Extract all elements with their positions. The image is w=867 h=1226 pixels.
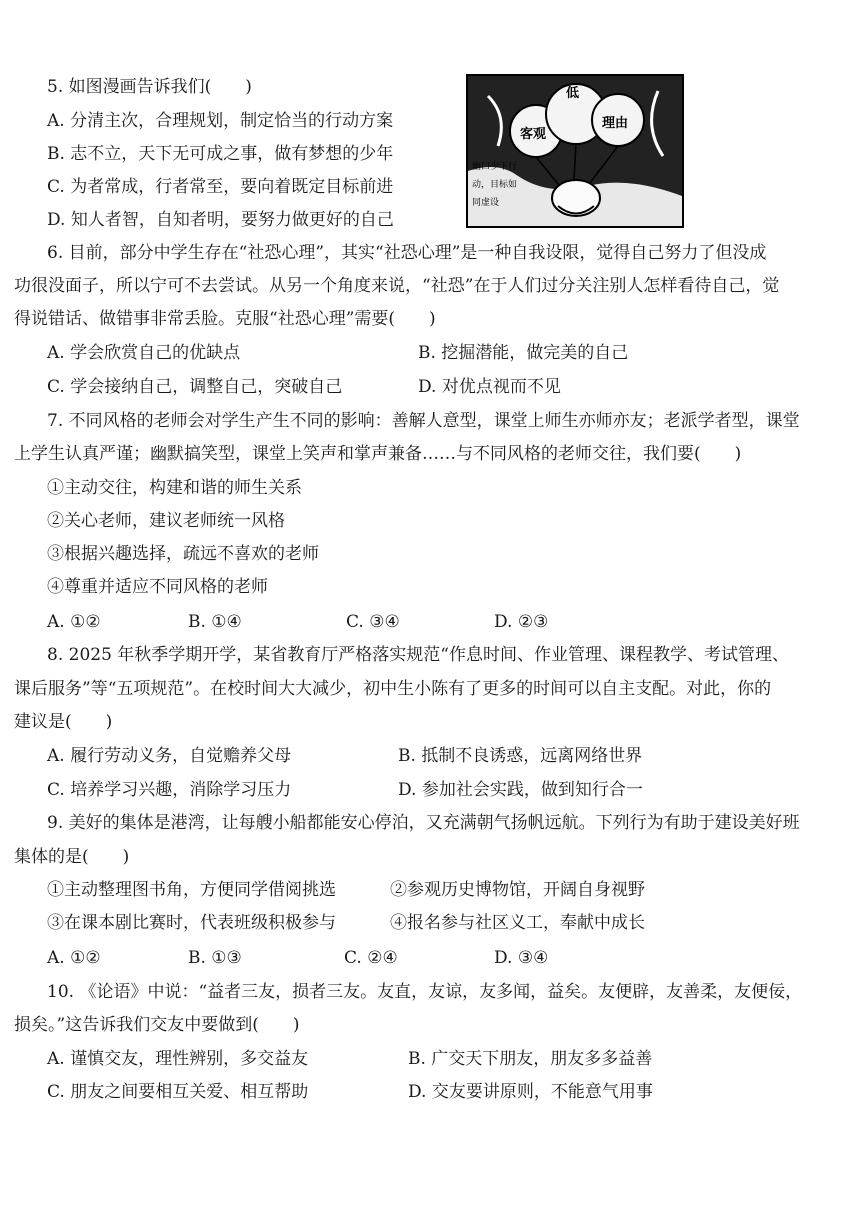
balloon-label-3: 理由	[602, 116, 629, 131]
q9-option-c: C. ②④	[344, 948, 398, 968]
q5-option-c: C. 为者常成，行者常至，要向着既定目标前进	[47, 177, 394, 197]
q8-stem-line-1: 8. 2025 年秋季学期开学，某省教育厅严格落实规范“作息时间、作业管理、课程教学、考试管理、	[47, 645, 789, 665]
q7-option-c: C. ③④	[346, 612, 400, 632]
balloon-label-1: 低	[566, 86, 580, 101]
balloon-label-2: 客观	[520, 127, 547, 142]
q9-statement-1: ①主动整理图书角，方便同学借阅挑选	[47, 880, 336, 900]
q9-option-d: D. ③④	[494, 948, 549, 968]
q9-option-a: A. ①②	[47, 948, 101, 968]
q8-stem-line-3: 建议是( )	[14, 712, 113, 732]
cartoon-illustration	[466, 74, 684, 228]
q7-statement-3: ③根据兴趣选择，疏远不喜欢的老师	[47, 544, 319, 564]
q8-option-c: C. 培养学习兴趣，消除学习压力	[47, 780, 292, 800]
q6-option-a: A. 学会欣赏自己的优缺点	[47, 343, 241, 363]
q7-option-b: B. ①④	[188, 612, 242, 632]
q9-option-b: B. ①③	[188, 948, 242, 968]
q5-option-b: B. 志不立，天下无可成之事，做有梦想的少年	[47, 144, 394, 164]
q7-stem-line-2: 上学生认真严谨；幽默搞笑型，课堂上笑声和掌声兼备……与不同风格的老师交往，我们要( )	[14, 444, 742, 464]
q10-option-b: B. 广交天下朋友，朋友多多益善	[408, 1049, 653, 1069]
q5-option-a: A. 分清主次，合理规划，制定恰当的行动方案	[47, 111, 394, 131]
q5-option-d: D. 知人者智，自知者明，要努力做更好的自己	[47, 210, 394, 230]
q10-option-a: A. 谨慎交友，理性辨别，多交益友	[47, 1049, 309, 1069]
q9-statement-2: ②参观历史博物馆，开阔自身视野	[390, 880, 645, 900]
q9-statement-4: ④报名参与社区义工，奉献中成长	[390, 913, 645, 933]
q7-option-a: A. ①②	[47, 612, 101, 632]
q7-stem-line-1: 7. 不同风格的老师会对学生产生不同的影响：善解人意型，课堂上师生亦师亦友；老派学者型，课堂	[47, 411, 800, 431]
cartoon-caption-1: 幽口少下行	[472, 162, 518, 172]
q9-stem-line-1: 9. 美好的集体是港湾，让每艘小船都能安心停泊，又充满朝气扬帆远航。下列行为有助于建设美好班	[47, 813, 800, 833]
q7-statement-2: ②关心老师，建议老师统一风格	[47, 511, 285, 531]
q8-option-d: D. 参加社会实践，做到知行合一	[398, 780, 643, 800]
q7-statement-4: ④尊重并适应不同风格的老师	[47, 577, 268, 597]
cartoon-caption-2: 动，目标如	[472, 180, 518, 190]
q10-stem-line-2: 损矣。”这告诉我们交友中要做到( )	[14, 1015, 300, 1035]
q5-stem: 5. 如图漫画告诉我们( )	[47, 77, 252, 97]
q9-stem-line-2: 集体的是( )	[14, 847, 130, 867]
q6-option-c: C. 学会接纳自己，调整自己，突破自己	[47, 377, 343, 397]
q10-option-c: C. 朋友之间要相互关爱、相互帮助	[47, 1082, 309, 1102]
q8-option-b: B. 抵制不良诱惑，远离网络世界	[398, 746, 643, 766]
q6-stem-line-3: 得说错话、做错事非常丢脸。克服“社恐心理”需要( )	[14, 309, 436, 329]
q6-option-d: D. 对优点视而不见	[418, 377, 561, 397]
q9-statement-3: ③在课本剧比赛时，代表班级积极参与	[47, 913, 336, 933]
q6-stem-line-2: 功很没面子，所以宁可不去尝试。从另一个角度来说，“社恐”在于人们过分关注别人怎样看待自己，觉	[14, 276, 780, 296]
cartoon-caption-3: 同虚设	[472, 198, 500, 208]
q8-stem-line-2: 课后服务”等“五项规范”。在校时间大大减少，初中生小陈有了更多的时间可以自主支配。对此，你的	[14, 679, 772, 699]
q7-statement-1: ①主动交往，构建和谐的师生关系	[47, 478, 302, 498]
q7-option-d: D. ②③	[494, 612, 549, 632]
q10-stem-line-1: 10. 《论语》中说：“益者三友，损者三友。友直，友谅，友多闻，益矣。友便辟，友善柔，友便佞，	[47, 982, 803, 1002]
q6-option-b: B. 挖掘潜能，做完美的自己	[418, 343, 629, 363]
q8-option-a: A. 履行劳动义务，自觉赡养父母	[47, 746, 292, 766]
q10-option-d: D. 交友要讲原则，不能意气用事	[408, 1082, 653, 1102]
q6-stem-line-1: 6. 目前，部分中学生存在“社恐心理”，其实“社恐心理”是一种自我设限，觉得自己努力了但没成	[47, 243, 767, 263]
